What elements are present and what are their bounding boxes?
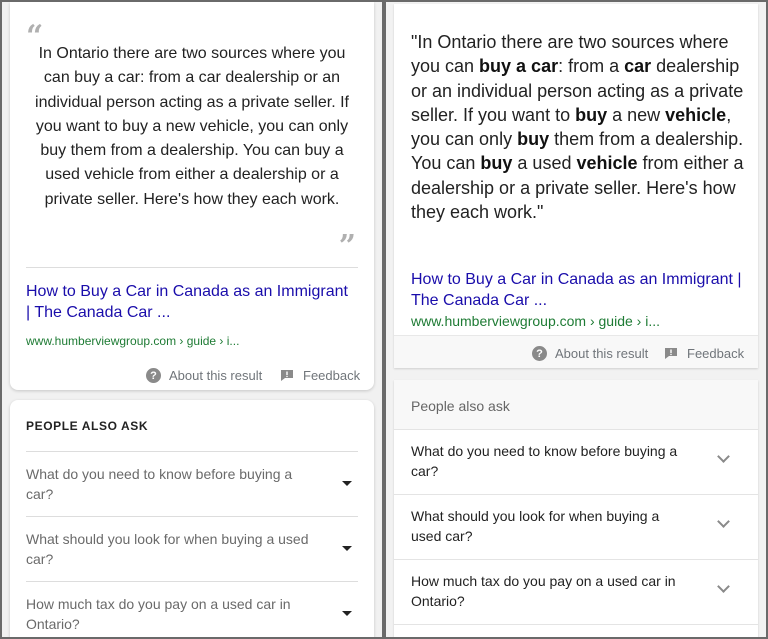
feedback-label: Feedback bbox=[687, 346, 745, 361]
paa-question-row[interactable] bbox=[394, 495, 758, 560]
snippet-keyword: vehicle bbox=[576, 153, 638, 174]
snippet-fragment: : from a bbox=[558, 56, 625, 77]
snippet-fragment: them from a dealership. You can bbox=[411, 129, 744, 174]
paa-question-row[interactable] bbox=[26, 516, 358, 581]
snippet-fragment: from either a dealership or a private seller. Here's how they each work." bbox=[411, 153, 744, 223]
about-label: About this result bbox=[169, 368, 263, 383]
help-circle-icon: ? bbox=[146, 368, 161, 383]
snippet-fragment: "In Ontario there are two sources where you can bbox=[411, 32, 729, 77]
snippet-keyword: vehicle bbox=[665, 104, 727, 125]
paa-question-row[interactable] bbox=[26, 581, 358, 637]
open-quote-icon: “ bbox=[26, 19, 44, 54]
paa-question-row[interactable] bbox=[26, 451, 358, 516]
chevron-down-icon bbox=[717, 515, 730, 528]
people-also-ask-card bbox=[394, 380, 758, 637]
paa-question-row[interactable] bbox=[394, 560, 758, 625]
paa-question: What do you need to know before buying a car? bbox=[411, 443, 678, 479]
right-screenshot bbox=[386, 2, 766, 637]
snippet-text: In Ontario there are two sources where you can buy a car: from a car dealership or an individual person acting as a private seller. If you want to buy a new vehicle, you can only buy them from a dealership. You can buy a used vehicle from either a dealership or a private seller. Here's how they each work. bbox=[35, 45, 349, 208]
result-url[interactable]: www.humberviewgroup.com › guide › i... bbox=[26, 334, 240, 348]
about-label: About this result bbox=[555, 346, 649, 361]
feedback-button[interactable] bbox=[664, 346, 744, 361]
result-title-link[interactable]: How to Buy a Car in Canada as an Immigrant | The Canada Car ... bbox=[411, 271, 742, 309]
paa-header bbox=[394, 380, 758, 430]
left-screenshot bbox=[2, 2, 382, 637]
paa-heading: People also ask bbox=[411, 398, 510, 414]
about-this-result-button[interactable] bbox=[532, 346, 648, 361]
snippet-fragment: a new bbox=[607, 104, 666, 125]
people-also-ask-card bbox=[10, 400, 374, 637]
help-circle-icon: ? bbox=[532, 346, 547, 361]
result-footer bbox=[394, 335, 758, 368]
snippet-fragment: , you can only bbox=[411, 104, 732, 150]
paa-question: What do you need to know before buying a car? bbox=[26, 466, 293, 502]
divider bbox=[26, 267, 358, 268]
result-title-link[interactable]: How to Buy a Car in Canada as an Immigrant | The Canada Car ... bbox=[26, 283, 348, 321]
feedback-button[interactable] bbox=[280, 368, 360, 383]
feedback-icon bbox=[280, 369, 294, 382]
paa-question: What should you look for when buying a used car? bbox=[411, 508, 660, 544]
feedback-icon bbox=[664, 347, 678, 360]
chevron-down-icon bbox=[717, 450, 730, 463]
close-quote-icon: ” bbox=[338, 229, 356, 264]
paa-question: How much tax do you pay on a used car in Ontario? bbox=[411, 573, 676, 609]
caret-down-icon bbox=[342, 611, 352, 616]
about-this-result-button[interactable] bbox=[146, 368, 262, 383]
paa-question: How much tax do you pay on a used car in Ontario? bbox=[26, 596, 291, 632]
paa-question: What should you look for when buying a used car? bbox=[26, 531, 309, 567]
caret-down-icon bbox=[342, 546, 352, 551]
feedback-label: Feedback bbox=[303, 368, 361, 383]
snippet-keyword: buy bbox=[517, 129, 550, 150]
paa-heading: PEOPLE ALSO ASK bbox=[26, 419, 149, 433]
snippet-fragment: dealership or an individual person acting as a private seller. If you want to bbox=[411, 56, 744, 125]
snippet-keyword: car bbox=[624, 56, 652, 77]
snippet-fragment: a used bbox=[512, 153, 577, 174]
paa-question-row[interactable] bbox=[394, 430, 758, 495]
caret-down-icon bbox=[342, 481, 352, 486]
featured-snippet-card bbox=[394, 4, 758, 368]
snippet-keyword: buy bbox=[575, 104, 608, 125]
snippet-keyword: buy a car bbox=[479, 56, 559, 77]
snippet-text bbox=[411, 30, 751, 224]
chevron-down-icon bbox=[717, 580, 730, 593]
snippet-keyword: buy bbox=[480, 153, 513, 174]
result-url[interactable]: www.humberviewgroup.com › guide › i... bbox=[411, 313, 660, 329]
featured-snippet-card bbox=[10, 2, 374, 390]
